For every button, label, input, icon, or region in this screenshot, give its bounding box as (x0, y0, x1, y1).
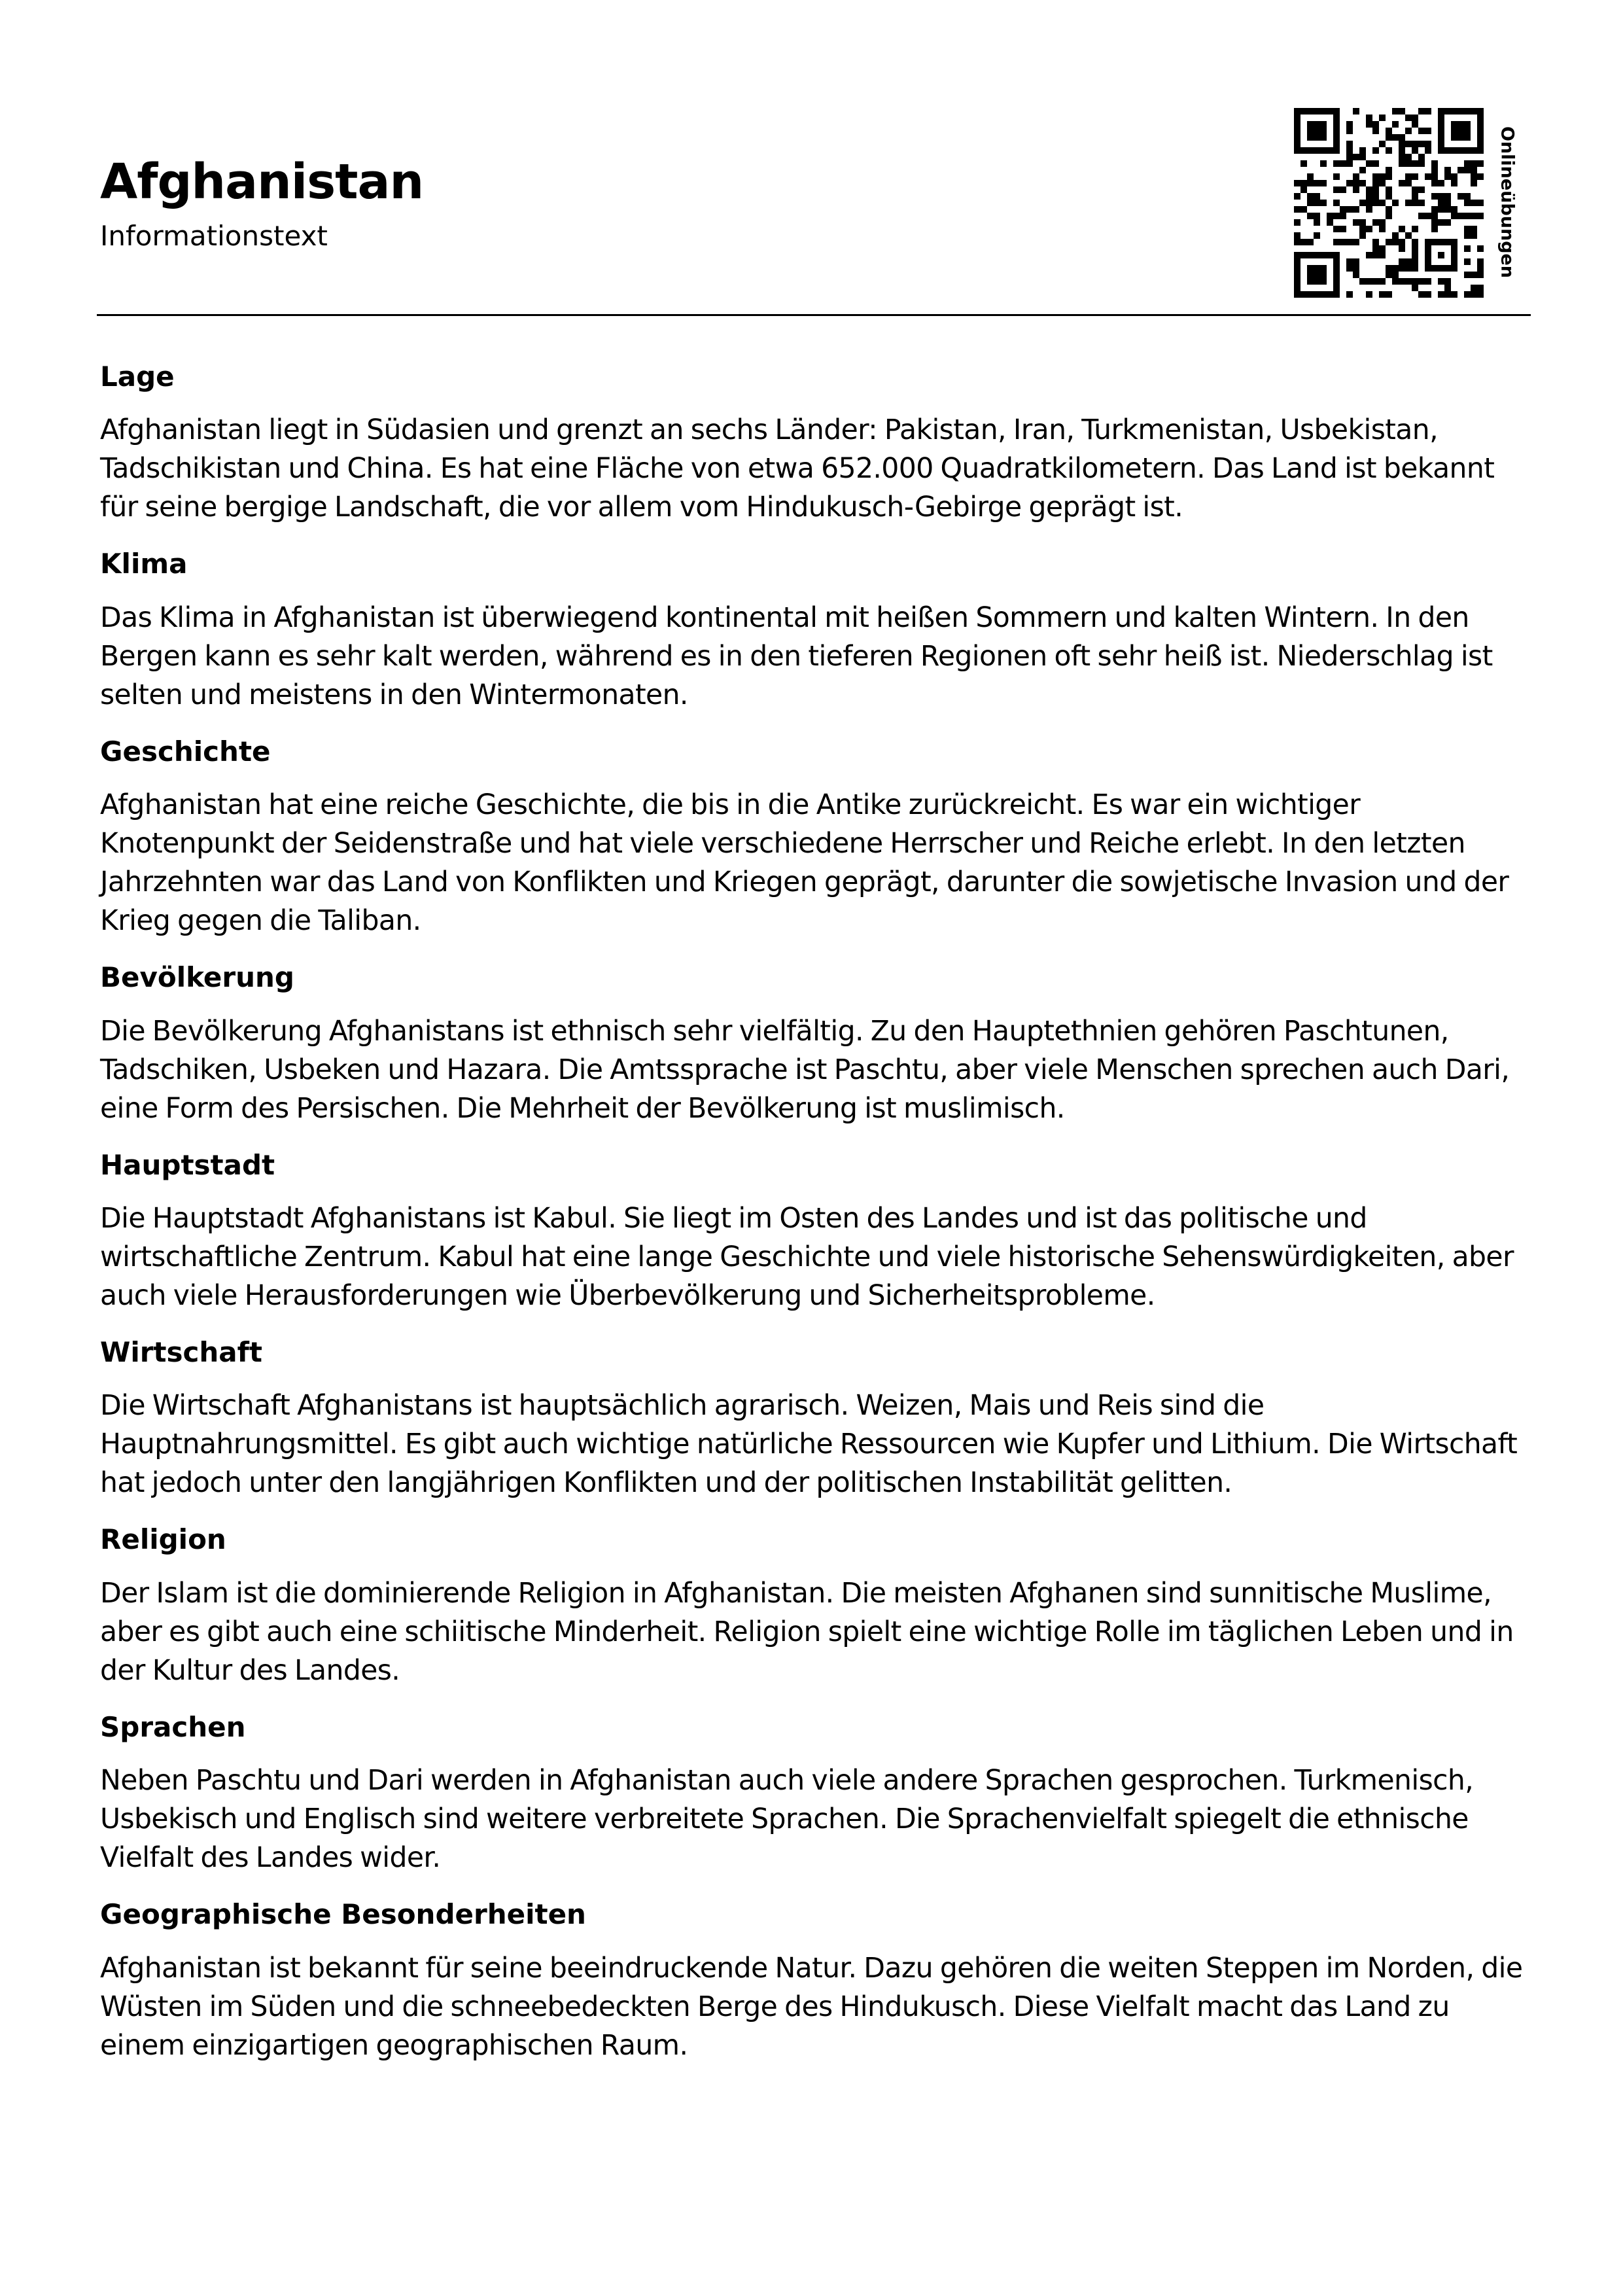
qr-label-text: Onlineübungen (1497, 126, 1518, 279)
document-body (100, 361, 1533, 2086)
section-geschichte (100, 735, 1533, 940)
section-klima (100, 548, 1533, 714)
section-heading: Wirtschaft (100, 1335, 263, 1368)
section-text: Die Wirtschaft Afghanistans ist hauptsächlich agrarisch. Weizen, Mais und Reis sind die Hauptnahrungsmittel. Es gibt auch wichtige natürliche Ressourcen wie Kupfer und Lithium. Die Wirtschaft hat jedoch unter den langjährigen Konflikten und der politischen Instabilität gelitten. (100, 1390, 1518, 1500)
section-text: Der Islam ist die dominierende Religion in Afghanistan. Die meisten Afghanen sind sunnitische Muslime, aber es gibt auch eine schiitische Minderheit. Religion spielt eine wichtige Rolle im täglichen Leben und in der Kultur des Landes. (100, 1577, 1514, 1687)
qr-code-icon[interactable] (1294, 108, 1484, 298)
section-sprachen (100, 1711, 1533, 1877)
page-subtitle: Informationstext (100, 220, 328, 252)
section-text: Afghanistan ist bekannt für seine beeindruckende Natur. Dazu gehören die weiten Steppen im Norden, die Wüsten im Süden und die schneebedeckten Berge des Hindukusch. Diese Vielfalt macht das Land zu einem einzigartigen geographischen Raum. (100, 1952, 1523, 2062)
section-text: Die Hauptstadt Afghanistans ist Kabul. Sie liegt im Osten des Landes und ist das politische und wirtschaftliche Zentrum. Kabul hat eine lange Geschichte und viele historische Sehenswürdigkeiten, aber auch viele Herausforderungen wie Überbevölkerung und Sicherheitsprobleme. (100, 1202, 1514, 1312)
section-text: Neben Paschtu und Dari werden in Afghanistan auch viele andere Sprachen gesprochen. Turkmenisch, Usbekisch und Englisch sind weitere verbreitete Sprachen. Die Sprachenvielfalt spiegelt die ethnische Vielfalt des Landes wider. (100, 1765, 1474, 1875)
section-heading: Geographische Besonderheiten (100, 1898, 586, 1931)
section-heading: Sprachen (100, 1710, 246, 1743)
section-text: Afghanistan hat eine reiche Geschichte, die bis in die Antike zurückreicht. Es war ein wichtiger Knotenpunkt der Seidenstraße und hat viele verschiedene Herrscher und Reiche erlebt. In den letzten Jahrzehnten war das Land von Konflikten und Kriegen geprägt, darunter die sowjetische Invasion und der Krieg gegen die Taliban. (100, 789, 1509, 938)
section-text: Afghanistan liegt in Südasien und grenzt an sechs Länder: Pakistan, Iran, Turkmenistan, Usbekistan, Tadschikistan und China. Es hat eine Fläche von etwa 652.000 Quadratkilometern. Das Land ist bekannt für seine bergige Landschaft, die vor allem vom Hindukusch-Gebirge geprägt ist. (100, 414, 1495, 524)
section-text: Das Klima in Afghanistan ist überwiegend kontinental mit heißen Sommern und kalten Wintern. In den Bergen kann es sehr kalt werden, während es in den tieferen Regionen oft sehr heiß ist. Niederschlag ist selten und meistens in den Wintermonaten. (100, 601, 1493, 711)
page-title: Afghanistan (100, 154, 424, 210)
section-lage (100, 361, 1533, 527)
qr-label (1489, 124, 1526, 281)
section-bevoelkerung (100, 961, 1533, 1127)
section-heading: Lage (100, 361, 175, 393)
section-heading: Klima (100, 548, 188, 580)
section-religion (100, 1523, 1533, 1689)
section-heading: Religion (100, 1523, 226, 1556)
section-geographie (100, 1898, 1533, 2064)
section-heading: Hauptstadt (100, 1148, 275, 1181)
section-heading: Geschichte (100, 735, 271, 768)
section-heading: Bevölkerung (100, 961, 294, 994)
section-text: Die Bevölkerung Afghanistans ist ethnisch sehr vielfältig. Zu den Hauptethnien gehören Paschtunen, Tadschiken, Usbeken und Hazara. Die Amtssprache ist Paschtu, aber viele Menschen sprechen auch Dari, eine Form des Persischen. Die Mehrheit der Bevölkerung ist muslimisch. (100, 1015, 1510, 1125)
header-divider (97, 314, 1531, 316)
section-hauptstadt (100, 1149, 1533, 1315)
section-wirtschaft (100, 1336, 1533, 1502)
